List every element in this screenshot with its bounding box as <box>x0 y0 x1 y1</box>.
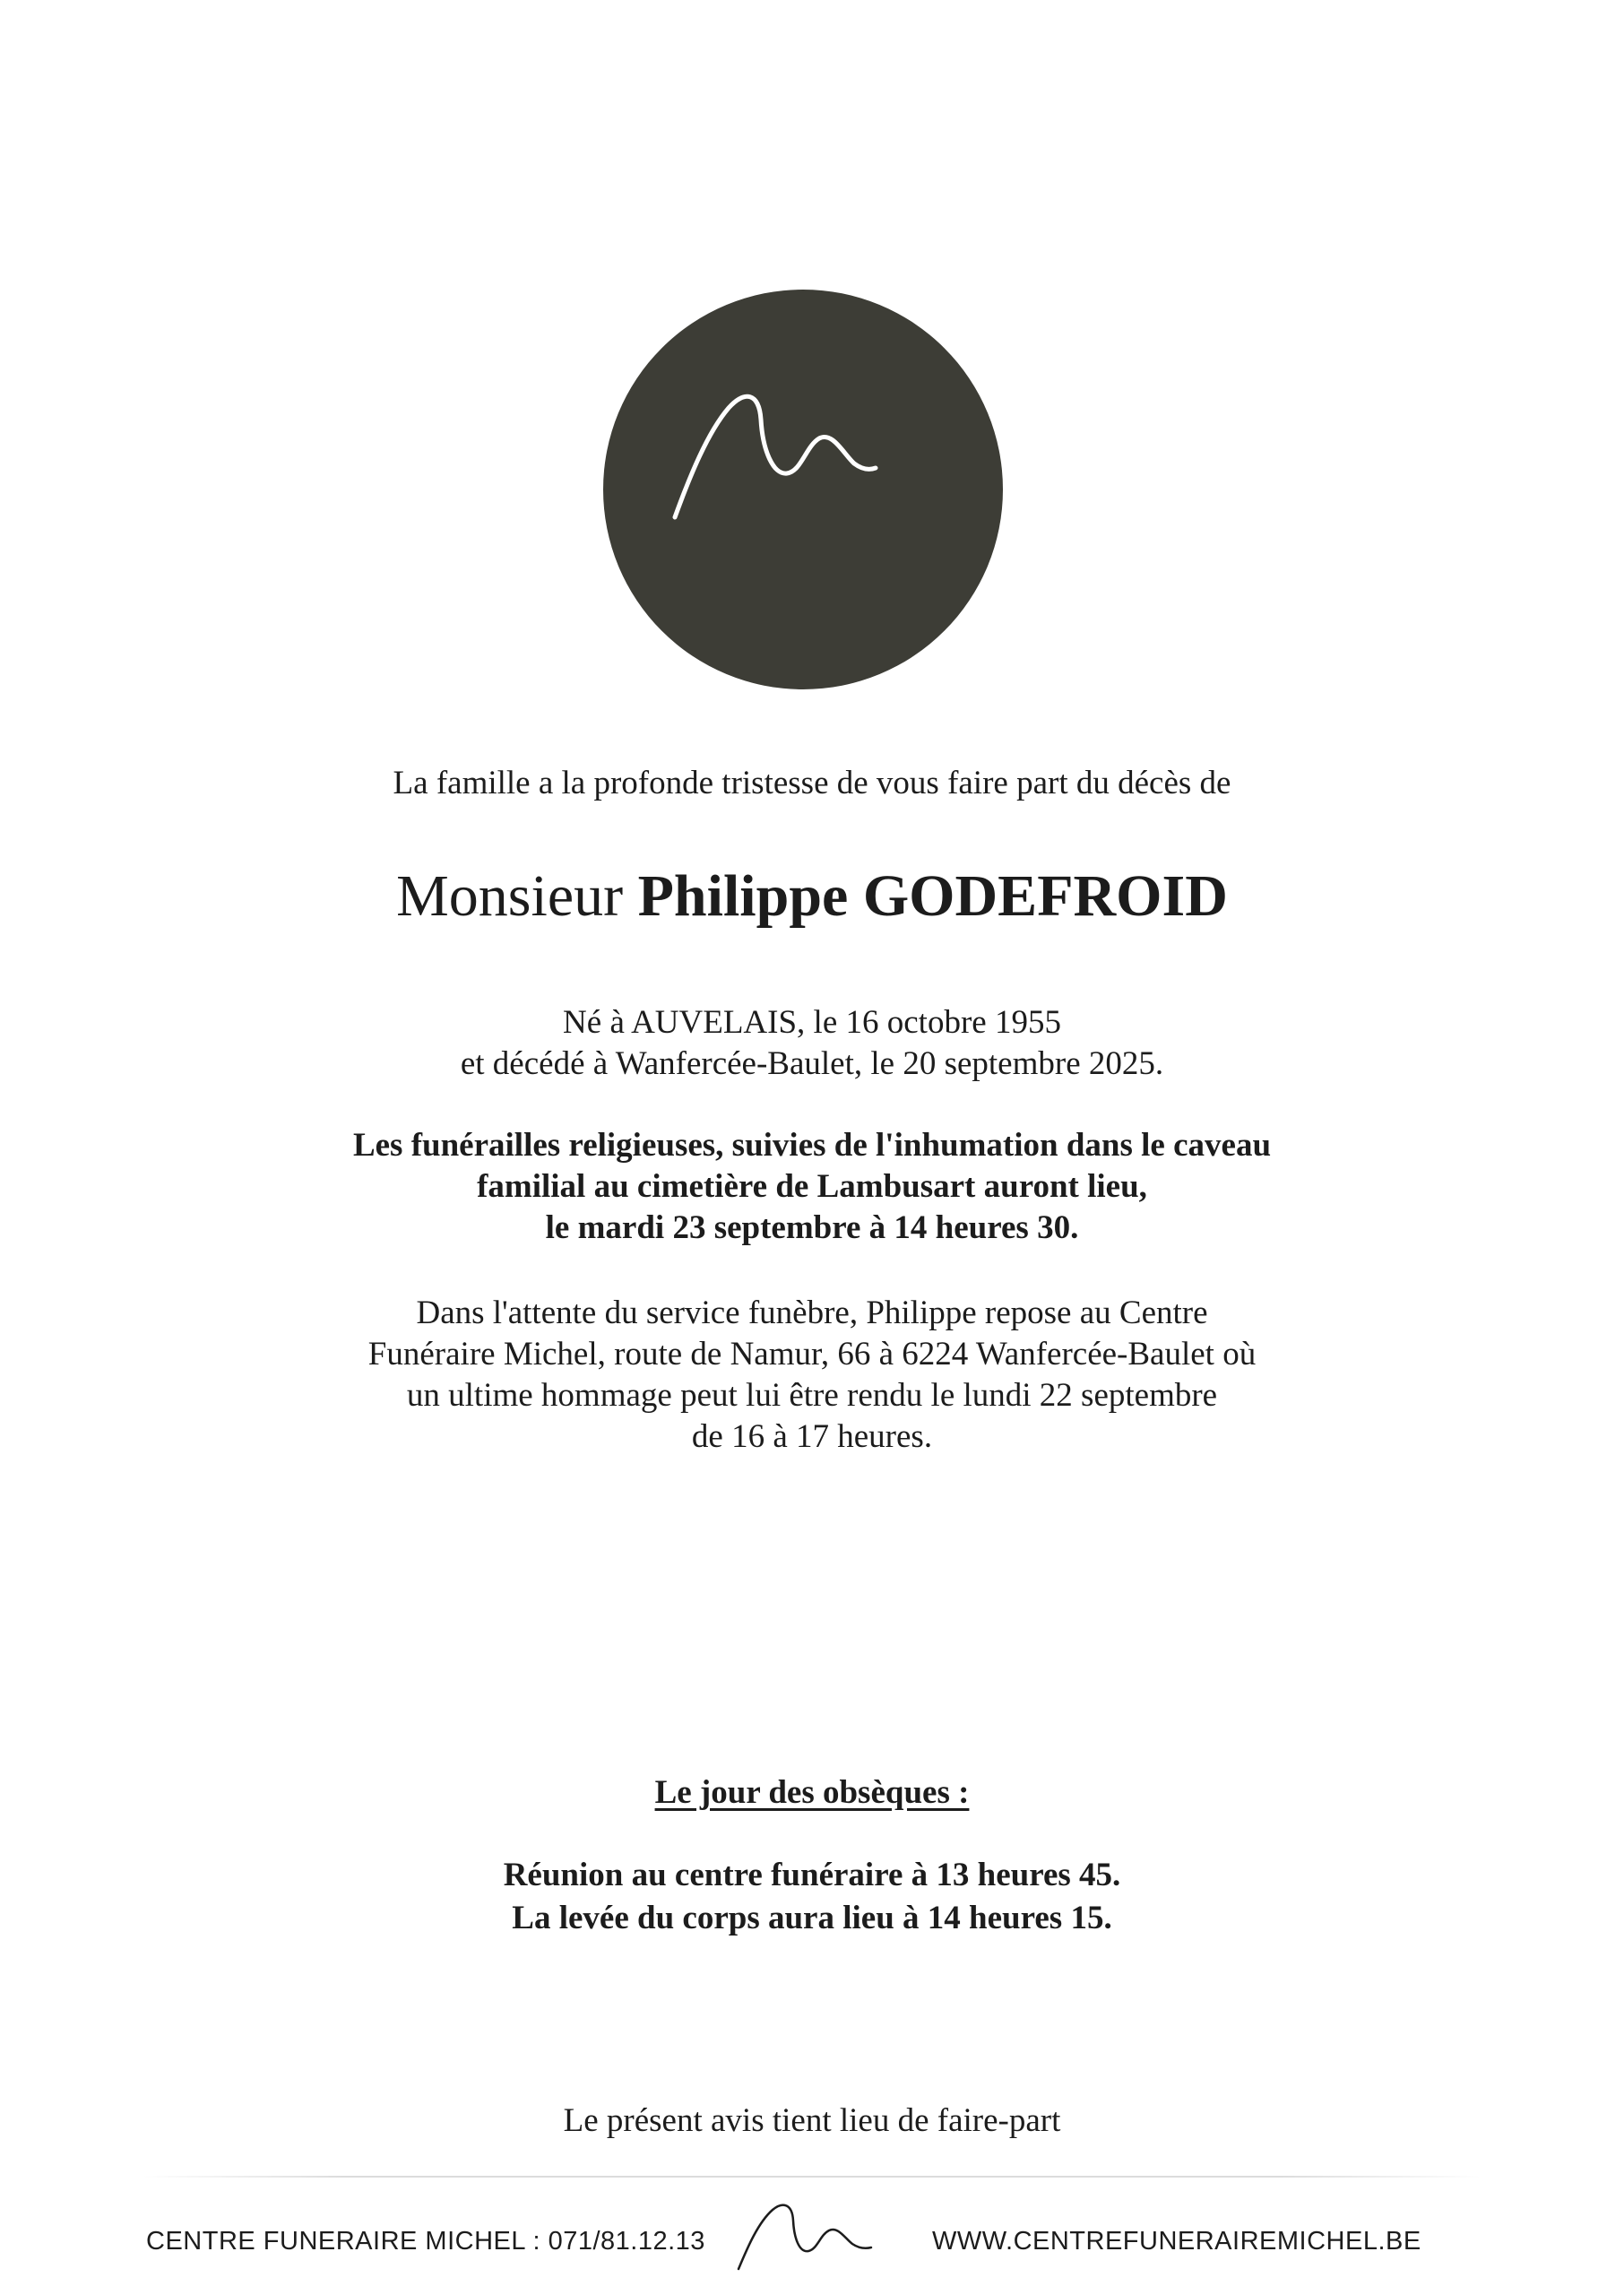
visitation-line: Funéraire Michel, route de Namur, 66 à 6224 Wanfercée-Baulet où <box>367 1336 1257 1373</box>
signature-m-logo-icon <box>603 290 1003 689</box>
deceased-name <box>0 861 1624 932</box>
funeral-day-heading-text: Le jour des obsèques : <box>654 1774 970 1811</box>
funeral-line: familial au cimetière de Lambusart auront lieu, <box>477 1168 1147 1205</box>
funeral-line: le mardi 23 septembre à 14 heures 30. <box>545 1209 1079 1246</box>
death-line: et décédé à Wanfercée-Baulet, le 20 septembre 2025. <box>460 1045 1164 1082</box>
visitation-line: de 16 à 17 heures. <box>691 1418 933 1455</box>
funeral-announcement <box>0 1125 1624 1249</box>
funeral-home-logo <box>603 290 1003 689</box>
notice-text: Le présent avis tient lieu de faire-part <box>563 2102 1061 2139</box>
footer-contact: CENTRE FUNERAIRE MICHEL : 071/81.12.13 <box>146 2227 705 2256</box>
funeral-day-heading <box>0 1772 1624 1814</box>
birth-death-dates <box>0 1002 1624 1085</box>
footer-website: WWW.CENTREFUNERAIREMICHEL.BE <box>932 2227 1421 2256</box>
visitation-line: Dans l'attente du service funèbre, Philippe repose au Centre <box>416 1295 1208 1331</box>
honorific: Monsieur <box>396 863 624 929</box>
visitation-line: un ultime hommage peut lui être rendu le lundi 22 septembre <box>406 1377 1218 1414</box>
birth-line: Né à AUVELAIS, le 16 octobre 1955 <box>563 1004 1061 1041</box>
full-name: Philippe GODEFROID <box>637 863 1228 929</box>
funeral-line: Les funérailles religieuses, suivies de l'inhumation dans le caveau <box>352 1127 1272 1164</box>
visitation-details <box>0 1293 1624 1458</box>
footer-divider <box>143 2176 1481 2178</box>
signature-m-logo-icon <box>728 2181 880 2280</box>
schedule-line: La levée du corps aura lieu à 14 heures 15. <box>512 1900 1112 1936</box>
schedule-line: Réunion au centre funéraire à 13 heures 45. <box>503 1857 1121 1893</box>
funeral-day-schedule <box>0 1854 1624 1940</box>
intro-text: La famille a la profonde tristesse de vous faire part du décès de <box>393 765 1231 801</box>
